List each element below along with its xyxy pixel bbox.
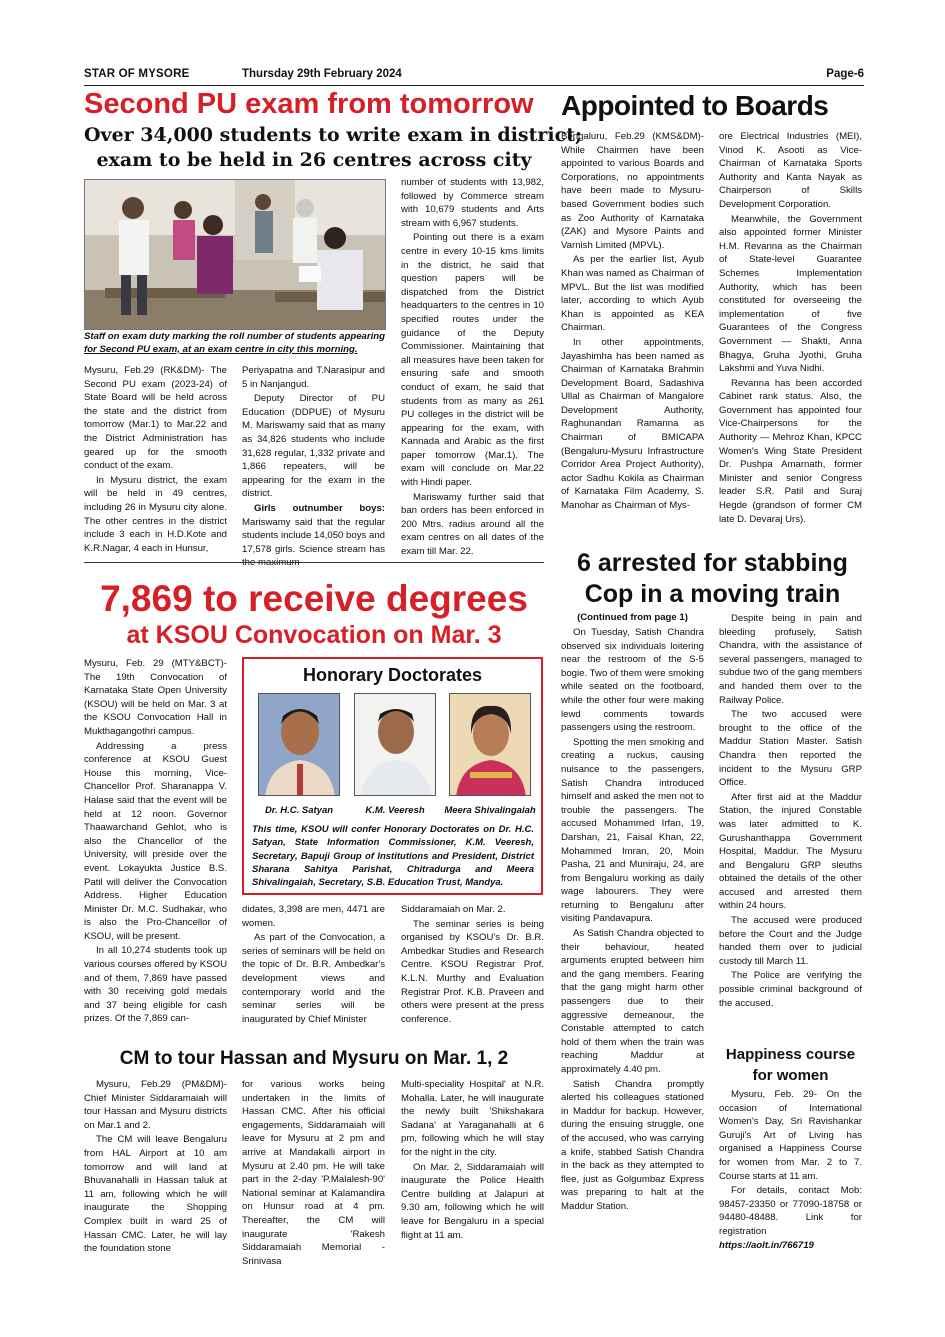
- paragraph: After first aid at the Maddur Station, the injured Constable was later admitted to K. Gurushanthappa Government Hospital, Maddur. The Mysuru and Bengaluru GRP sleuths obtained the details of the other accused and arrested them within 24 hours.: [719, 791, 862, 912]
- paragraph: In other appointments, Jayashimha has been named as Chairman of Karnataka Brahmin Development Board, Sadashiva Ullal as Chairman of Mangalore Development Authority, Raghunandan Ramanna as Chairman of BMICAPA (Bengaluru-Mysuru Infrastructure Corridor Area Project Authority), actor Sadhu Kokila as Chairman of Karnataka Film Academy, S. Manohar as Chairman of Mys-: [561, 336, 704, 512]
- paragraph: In all 10,274 students took up various courses offered by KSOU and of them, 7,869 have passed with 30 receiving gold medals and 37 being eligible for cash prizes. Of the 7,869 can-: [84, 945, 227, 1025]
- box-title: Honorary Doctorates: [302, 665, 483, 685]
- portrait-satyan: [258, 693, 340, 796]
- paragraph: Spotting the men smoking and creating a ruckus, causing nuisance to the passengers, Satish Chandra introduced himself and asked the men not to trouble the passengers. The accused Mohammed Irfan, 19, Darshan, 21, Faisal Khan, 22, Mohammed Imran, 20, Moin Pasha, 21 and Muniraju, 24, are from Bengaluru working as daily wage labourers. They were returning to Bengaluru after visiting Pandavapura.: [561, 736, 704, 925]
- boards-col-1: [561, 130, 704, 514]
- subheading-girls: Girls outnumber boys:: [254, 502, 385, 514]
- paragraph: The accused were produced before the Court and the Judge handed them over to judicial custody till March 11.: [719, 915, 862, 967]
- train-col-2: [719, 612, 862, 1011]
- cm-tour-headline: CM to tour Hassan and Mysuru on Mar. 1, 2: [119, 1048, 509, 1069]
- pu-exam-subhead-2: exam to be held in 26 centres across city: [96, 149, 532, 171]
- paragraph: As Satish Chandra objected to their behaviour, heated arguments erupted between him and the gang members. Fearing that the gang might harm other passengers due to their aggressive demeanour, the Constable attempted to catch hold of them when the train was reaching Maddur at approximately 4.40 pm.: [561, 928, 704, 1075]
- pu-exam-col-2: [242, 364, 385, 571]
- paragraph: Mysuru, Feb.29 (RK&DM)- The Second PU exam (2023-24) of State Board will be held across the state and the district from tomorrow (Mar.1) to Mar.22 and the District Administration has geared up for the smooth conduct of the exam.: [84, 365, 227, 472]
- train-headline-1: 6 arrested for stabbing: [577, 549, 848, 577]
- paragraph: Meanwhile, the Government also appointed former Minister H.M. Revanna as the Chairman of State-level Guarantee Schemes Implementation Authority, which has been constituted for overseeing the implementation of five Guarantees of the Congress Government — Shakti, Anna Bhagya, Gruha Jyothi, Gruha Lakshmi and Yuva Nidhi.: [719, 213, 862, 375]
- paragraph: Addressing a press conference at KSOU Guest House this morning, Vice-Chancellor Prof. Sharanappa V. Halase said that the event will be held at 12 noon. Governor Thaawarchand Gehlot, who is also the Chancellor of the University, will preside over the event. Lokayukta Justice B.S. Patil will deliver the Convocation Address. Higher Education Minister Dr. M.C. Sudhakar, who is also the Pro-Chancellor of KSOU, will be present.: [84, 740, 227, 942]
- paragraph: [242, 502, 385, 570]
- honorary-doctorates-box: [242, 657, 543, 895]
- paragraph: In Mysuru district, the exam will be held in 49 centres, including 26 in Mysuru city alone. The other centres in the district include 3 each in H.D.Kote and K.R.Nagar, 4 each in Hunsur,: [84, 474, 227, 554]
- cm-tour-col-3: [401, 1078, 544, 1243]
- paragraph: Mysuru, Feb.29 (PM&DM)- Chief Minister Siddaramaiah will tour Hassan and Mysuru districts on Mar.1 and 2.: [84, 1079, 227, 1131]
- photo-caption: [84, 331, 386, 356]
- paragraph: Despite being in pain and bleeding profusely, Satish Chandra, with the assistance of several passengers, managed to subdue two of the gang members and handed them over to the Railway Police.: [719, 613, 862, 706]
- paragraph: [719, 1184, 862, 1252]
- paragraph: number of students with 13,982, followed by Commerce stream with 10,679 students and Arts stream with 6,967 students.: [401, 177, 544, 229]
- train-col-1: [561, 626, 704, 1215]
- ksou-col-2: [242, 903, 385, 1027]
- paragraph: didates, 3,398 are men, 4471 are women.: [242, 904, 385, 929]
- paragraph: Pointing out there is a exam centre in every 10-15 kms limits in the district, he said that question papers will be dispatched from the District headquarters to the centres in 10 specified routes under the guidance of the Deputy Commissioner. Maintaining that all measures have been taken for ensuring safe and smooth conduct of exam, he said that students from as many as 261 PU colleges in the district will be appearing for the exam, with Kannada and Arabic as the first paper tomorrow (Mar.1). The exam will conclude on Mar.22 with Hindi paper.: [401, 232, 544, 489]
- pu-exam-subhead-1: Over 34,000 students to write exam in district;: [84, 124, 582, 146]
- paragraph: Satish Chandra promptly alerted his colleagues stationed in Maddur for backup. However, during the ensuing struggle, one of the accused, who was carrying a knife, stabbed Satish Chandra in the back as they attempted to flee, just as Golgumbaz Express was preparing to halt at the Maddur Station.: [561, 1078, 704, 1212]
- happiness-body: [719, 1088, 862, 1253]
- paragraph: Siddaramaiah on Mar. 2.: [401, 904, 506, 915]
- pu-exam-headline: Second PU exam from tomorrow: [84, 88, 534, 120]
- paragraph: ore Electrical Industries (MEI), Vinod K. Asooti as Vice-Chairman of Karnataka Sports Authority and Kanta Nayak as Chairperson of Skills Development Corporation.: [719, 131, 862, 210]
- portrait-veeresh: [354, 693, 436, 796]
- boards-headline: Appointed to Boards: [561, 90, 829, 121]
- ksou-headline: 7,869 to receive degrees: [100, 578, 528, 619]
- section-divider: [84, 562, 544, 563]
- continued-note: (Continued from page 1): [577, 612, 688, 623]
- caption-line-1: Staff on exam duty marking the roll number of students appearing: [84, 331, 386, 342]
- paragraph: Bengaluru, Feb.29 (KMS&DM)- While Chairmen have been appointed to various Boards and Corporations, no appointments have been made to Mysuru-based Government bodies such as Zoo Authority of Karnataka (ZAK) and Mysore Paints and Varnish Limited (MPVL).: [561, 131, 704, 251]
- caption-line-2: for Second PU exam, at an exam centre in city this morning.: [84, 343, 358, 355]
- exam-centre-photo: [84, 179, 386, 330]
- paragraph: The CM will leave Bengaluru from HAL Airport at 10 am tomorrow and will land at Bhuvanahalli in Hassan taluk at 11 am, following which he will inaugurate the Shopping Complex built in ward 25 of Hassan CMC. Later, he will lay the foundation stone: [84, 1134, 227, 1255]
- paragraph: Periyapatna and T.Narasipur and 5 in Nanjangud.: [242, 365, 385, 390]
- paragraph: The seminar series is being organised by KSOU's Dr. B.R. Ambedkar Studies and Research Centre. KSOU Registrar Prof. K.L.N. Murthy and Evaluation Registrar Prof. K.B. Praveen and others were present at the press conference.: [401, 918, 544, 1025]
- boards-col-2: [719, 130, 862, 527]
- paper-name: STAR OF MYSORE: [84, 68, 190, 80]
- paragraph: Mariswamy further said that ban orders has been enforced in 200 Mtrs. radius around all the exam centres on all dates of the exam till Mar. 22.: [401, 491, 544, 558]
- paragraph: As per the earlier list, Ayub Khan was named as Chairman of MPVL. But the list was modified later, according to which Ayub Khan is appointed as KEA Chairman.: [561, 254, 704, 334]
- paragraph: On Mar. 2, Siddaramaiah will inaugurate the Police Health Centre building at Jalapuri at 9.30 am, following which he will leave for Bengaluru in a special flight at 11 am.: [401, 1161, 544, 1241]
- paragraph: Mysuru, Feb. 29- On the occasion of International Women's Day, Sri Ravishankar Guruji's Art of Living has organised a Happiness Course for women from Mar. 2 to 7. Course starts at 11 am.: [719, 1089, 862, 1182]
- honoree-name-3: Meera Shivalingaiah: [444, 805, 536, 816]
- happiness-headline-2: for women: [752, 1067, 829, 1084]
- ksou-col-1: [84, 657, 227, 1027]
- page-number: Page-6: [826, 68, 864, 80]
- honoree-name-2: K.M. Veeresh: [365, 805, 425, 816]
- honoree-name-1: Dr. H.C. Satyan: [264, 805, 334, 816]
- paragraph: for various works being undertaken in the limits of Hassan CMC. After his official engagements, Siddaramaiah will leave for Mysuru at 2 pm and arrive at Mandakalli airport in Mysuru at 2.40 pm. He will take part in the 2-day 'P.Malalesh-90' National seminar at Kalamandira on Hunsur road at 4 pm. Thereafter, the CM will inaugurate 'Rakesh Siddaramaiah Memorial - Srinivasa: [242, 1079, 385, 1267]
- box-description: This time, KSOU will confer Honorary Doctorates on Dr. H.C. Satyan, State Information Commissioner, K.M. Veeresh, Secretary, Bapuji Group of Institutions and President, District Sharana Sahitya Parishat, Chitradurga and Meera Shivalingaiah, Secretary, S.B. Education Trust, Mandya.: [252, 824, 534, 889]
- cm-tour-col-1: [84, 1078, 227, 1257]
- paragraph-text: For details, contact Mob: 98457-23350 or 77090-18758 or 94480-48488. Link for registration: [719, 1185, 862, 1237]
- pu-exam-col-1: [84, 364, 227, 556]
- portrait-meera: [449, 693, 531, 796]
- issue-date: Thursday 29th February 2024: [242, 68, 402, 80]
- paragraph: The Police are verifying the possible criminal background of the accused.: [719, 970, 862, 1009]
- cm-tour-col-2: [242, 1078, 385, 1269]
- train-headline-2: Cop in a moving train: [584, 580, 841, 608]
- paragraph-text: Mariswamy said that the regular students include 14,050 boys and 17,578 girls. Science stream has: [242, 516, 385, 555]
- registration-link[interactable]: https://aolt.in/766719: [719, 1239, 814, 1251]
- ksou-subhead: at KSOU Convocation on Mar. 3: [126, 621, 502, 649]
- ksou-col-3: [401, 903, 544, 1027]
- paragraph: Multi-speciality Hospital' at N.R. Mohalla. Later, he will inaugurate the newly built 'Shikshakara Sadana' at Yaraganahalli at 6 pm, following which he will stay for the night in the city.: [401, 1079, 544, 1158]
- paragraph: As part of the Convocation, a series of seminars will be held on the topic of Dr. B.R. Ambedkar's development views and contemporary world and the seminar series will be inaugurated by Chief Minister: [242, 932, 385, 1025]
- happiness-headline-1: Happiness course: [725, 1046, 856, 1063]
- paragraph: Mysuru, Feb. 29 (MTY&BCT)- The 19th Convocation of Karnataka State Open University (KSOU) will be held on Mar. 3 at the KSOU Convocation Hall in Mukthagangothri campus.: [84, 658, 227, 737]
- masthead: [84, 66, 864, 86]
- pu-exam-col-3: [401, 176, 544, 560]
- paragraph: Deputy Director of PU Education (DDPUE) of Mysuru M. Mariswamy said that as many as 34,826 students who include 31,628 regular, 1,332 private and 1,866 repeaters, will be appearing for the exam in the district.: [242, 393, 385, 500]
- paragraph: Revanna has been accorded Cabinet rank status. Also, the Government has appointed four Vice-Chairpersons for the Authority — Mehroz Khan, KPCC Women's Wing State President Dr. Pushpa Amarnath, former Minister and senior Congress leader S.R. Patil and Suraj Hegde (grandson of former CM late D. Devaraj Urs).: [719, 377, 862, 525]
- paragraph: The two accused were brought to the office of the Maddur Station Master. Satish Chandra then reported the incident to the Mysuru GRP Office.: [719, 709, 862, 789]
- paragraph: On Tuesday, Satish Chandra observed six individuals loitering near the restroom of the S-5 bogie. Two of them were smoking while seated on the footboard, while the other four were making lewd comments towards passengers using the restroom.: [561, 627, 704, 734]
